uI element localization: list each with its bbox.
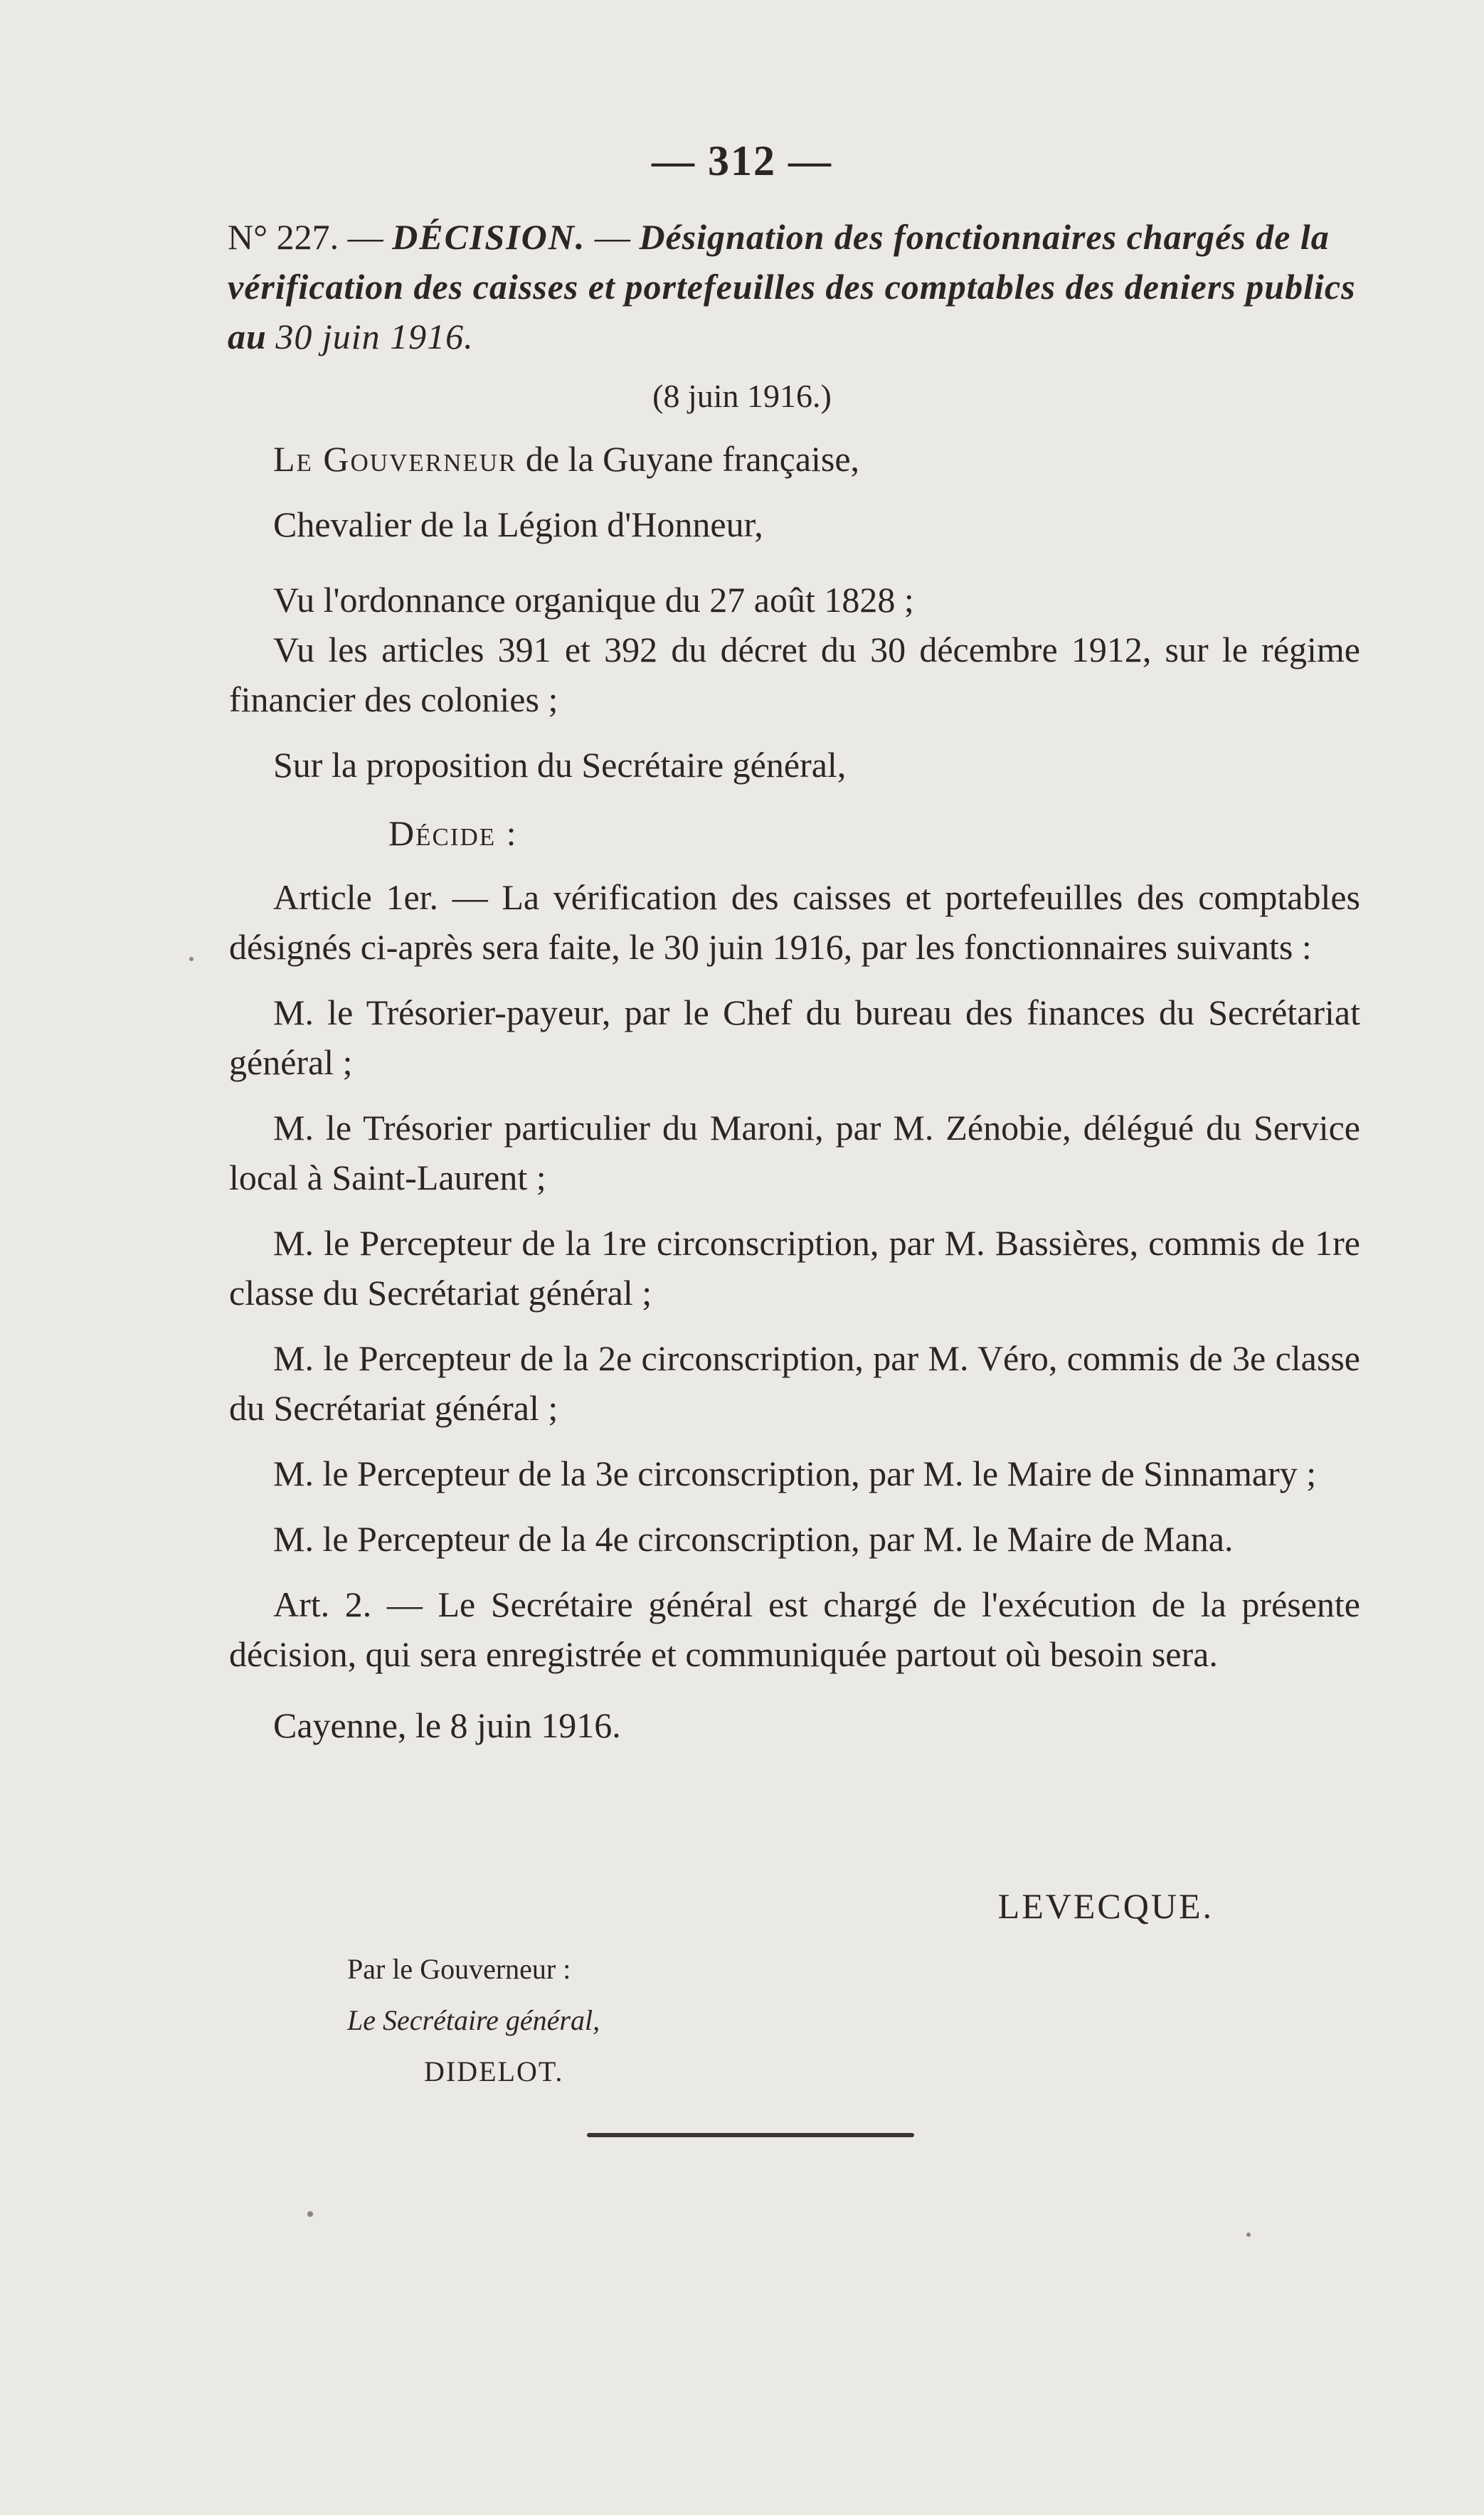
- decide-label: Décide :: [388, 813, 518, 853]
- article-2: Art. 2. — Le Secrétaire général est chargé de l'exécution de la présente décision, qui sera enregistrée et communiquée partout où besoin sera.: [229, 1584, 1360, 1674]
- secretary-title: Le Secrétaire général,: [347, 2004, 600, 2036]
- article-1-item-3: M. le Percepteur de la 1re circonscription, par M. Bassières, commis de 1re classe du Secrétariat général ;: [229, 1223, 1360, 1313]
- closing-rule: [587, 2133, 914, 2137]
- decision-body: [229, 434, 1360, 1750]
- countersignature-block: [347, 1944, 600, 2097]
- decision-title: DÉCISION.: [392, 217, 586, 257]
- preamble-1: Vu l'ordonnance organique du 27 août 1828 ;: [273, 580, 914, 620]
- article-1-item-2: M. le Trésorier particulier du Maroni, par M. Zénobie, délégué du Service local à Saint-Laurent ;: [229, 1108, 1360, 1197]
- heading-dash: —: [585, 217, 640, 257]
- place-date: Cayenne, le 8 juin 1916.: [273, 1705, 621, 1745]
- governor-signature: LEVECQUE.: [997, 1886, 1214, 1926]
- secretary-name: DIDELOT.: [424, 2055, 564, 2087]
- dateline: (8 juin 1916.): [652, 378, 832, 414]
- decision-heading: [228, 212, 1362, 361]
- by-governor-label: Par le Gouverneur :: [347, 1953, 571, 1985]
- paper-speck: [307, 2211, 313, 2217]
- decision-description: Désignation des fonctionnaires chargés de la vérification des caisses et portefeuilles des comptables des deniers publics au: [228, 217, 1356, 356]
- article-1-item-6: M. le Percepteur de la 4e circonscription, par M. le Maire de Mana.: [273, 1519, 1234, 1559]
- preamble-3: Sur la proposition du Secrétaire général,: [273, 745, 847, 785]
- governor-title-rest: de la Guyane française,: [516, 439, 860, 479]
- governor-honor: Chevalier de la Légion d'Honneur,: [273, 504, 763, 544]
- decision-number: N° 227. —: [228, 217, 383, 257]
- preamble-2: Vu les articles 391 et 392 du décret du 30 décembre 1912, sur le régime financier des colonies ;: [229, 630, 1360, 719]
- paper-speck: [1246, 2233, 1251, 2237]
- governor-title: [229, 434, 1360, 484]
- governor-title-caps: Le Gouverneur: [273, 439, 517, 479]
- paper-speck: [189, 957, 194, 961]
- page-number: — 312 —: [652, 137, 832, 184]
- decision-description-date: 30 juin 1916.: [275, 317, 474, 356]
- article-1-item-5: M. le Percepteur de la 3e circonscription, par M. le Maire de Sinnamary ;: [273, 1454, 1317, 1493]
- article-1-item-4: M. le Percepteur de la 2e circonscription, par M. Véro, commis de 3e classe du Secrétariat général ;: [229, 1338, 1360, 1428]
- article-1: Article 1er. — La vérification des caisses et portefeuilles des comptables désignés ci-après sera faite, le 30 juin 1916, par les fonctionnaires suivants :: [229, 877, 1360, 967]
- article-1-item-1: M. le Trésorier-payeur, par le Chef du bureau des finances du Secrétariat général ;: [229, 992, 1360, 1082]
